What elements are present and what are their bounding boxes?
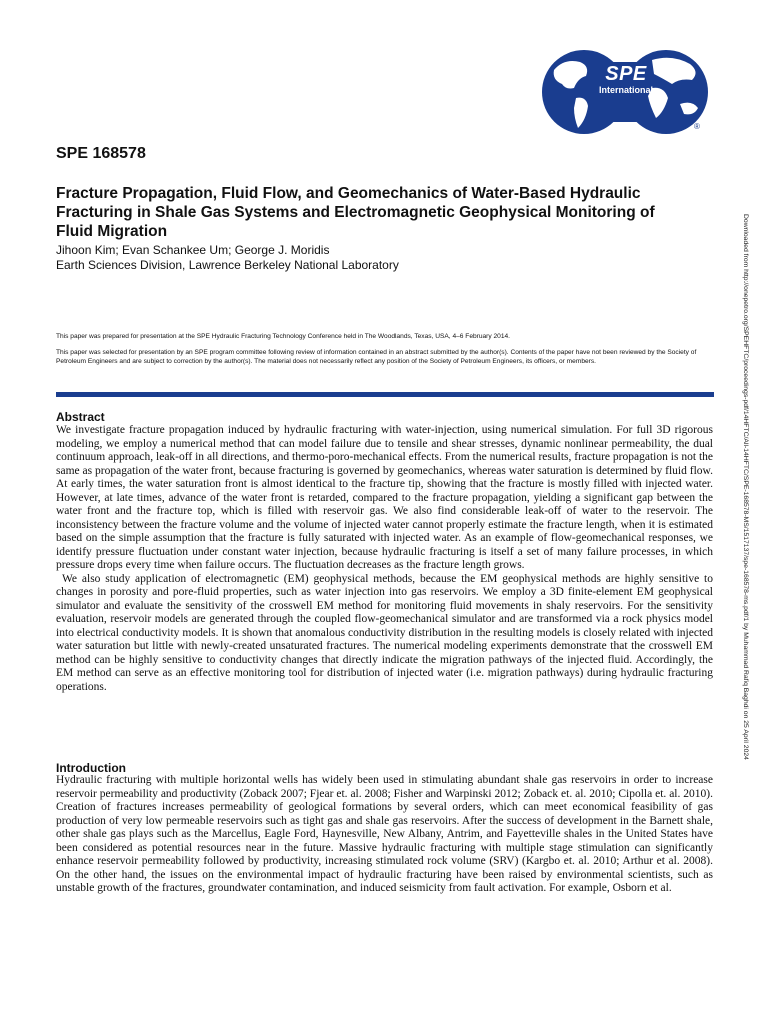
logo-main-text: SPE	[605, 63, 647, 85]
logo-text	[586, 64, 666, 95]
download-watermark: Downloaded from http://onepetro.org/SPEHFTC/proceedings-pdf/14HFTC/All-14HFTC/SPE-168578-MS/1517137/spe-168578-ms.pdf/1 by Muhammad Rafiq Baghdi on 25 April 2024	[742, 214, 749, 760]
author-list: Jihoon Kim; Evan Schankee Um; George J. Moridis	[56, 243, 330, 257]
introduction-body	[56, 774, 713, 896]
paper-number: SPE 168578	[56, 145, 146, 162]
abstract-paragraph: We investigate fracture propagation induced by hydraulic fracturing with water-injection, using numerical simulation. For full 3D rigorous modeling, we employ a numerical method that can model failure due to tensile and shear stresses, dynamic nonlinear permeability, the dual continuum approach, leak-off in all directions, and thermo-poro-mechanical effects. From the numerical results, fracture propagation is not the same as propagation of the water front, because fracturing is governed by geomechanics, whereas water saturation is determined by fluid flow. At early times, the water saturation front is almost identical to the fracture tip, showing that the fracture is mostly filled with injected water. However, at late times, advance of the water front is retarded, compared to the fracture propagation, yielding a significant gap between the water front and the fracture top, which is filled with reservoir gas. We also find considerable leak-off of water to the reservoir. The inconsistency between the fracture volume and the volume of injected water cannot properly estimate the fracture length, when it is estimated based on the simple assumption that the fracture is fully saturated with injected water. As an example of flow-geomechanical responses, we identify pressure fluctuation under constant water injection, because hydraulic fracturing is itself a set of many failure processes, in which pressure drops every time when failure occurs. The fluctuation decreases as the fracture length grows.	[56, 424, 713, 571]
section-divider	[56, 392, 714, 397]
abstract-heading: Abstract	[56, 410, 105, 424]
introduction-paragraph: Hydraulic fracturing with multiple horizontal wells has widely been used in stimulating abundant shale gas reservoirs in order to increase reservoir permeability and productivity (Zoback 2007; Fjear et. al. 2008; Fisher and Warpinski 2012; Zoback et. al. 2010; Cipolla et. al. 2010). Creation of fractures increases permeability of geological formations by several orders, which can meet economical feasibility of gas production of very low permeable reservoirs such as tight gas and shale gas reservoirs. After the success of development in the Barnett shale, other shale gas plays such as the Marcellus, Eagle Ford, Haynesville, New Albany, Antrim, and Fayetteville shales in the United States have been considered as potential resources near in the future. Massive hydraulic fracturing with multiple stage stimulation can significantly enhance reservoir permeability followed by productivity, increasing stimulated rock volume (SRV) (Kargbo et. al. 2010; Arthur et al. 2008). On the other hand, the issues on the environmental impact of hydraulic fracturing have been raised by environmental scientists, such as unstable growth of the fractures, groundwater contamination, and induced seismicity from fault activation. For example, Osborn et al.	[56, 774, 713, 894]
paper-title: Fracture Propagation, Fluid Flow, and Geomechanics of Water-Based Hydraulic Fracturing in Shale Gas Systems and Electromagnetic Geophysical Monitoring of Fluid Migration	[56, 185, 655, 240]
introduction-heading: Introduction	[56, 761, 126, 775]
abstract-paragraph: We also study application of electromagnetic (EM) geophysical methods, because the EM geophysical methods are highly sensitive to changes in porosity and pore-fluid properties, such as water injection into gas reservoirs. We employ a 3D finite-element EM geophysical simulator and evaluate the sensitivity of the crosswell EM method for monitoring fluid movements in shaly reservoirs. For the sensitivity evaluation, reservoir models are generated through the coupled flow-geomechanical simulator and are transformed via a rock physics model into electrical conductivity models. It is shown that anomalous conductivity distribution in the resulting models is closely related with injected water saturation but little with newly-created unsaturated fractures. The numerical modeling experiments demonstrate that the crosswell EM method can be highly sensitive to conductivity changes that directly indicate the migration pathways of the injected fluid. Accordingly, the EM method can serve as an effective monitoring tool for distribution of injected water (i.e. migration pathways) during hydraulic fracturing operations.	[56, 572, 713, 693]
registered-mark: ®	[694, 122, 700, 131]
conference-notice: This paper was prepared for presentation at the SPE Hydraulic Fracturing Technology Conference held in The Woodlands, Texas, USA, 4–6 February 2014.	[56, 333, 511, 340]
review-disclaimer: This paper was selected for presentation by an SPE program committee following review of information contained in an abstract submitted by the author(s). Contents of the paper have not been reviewed by the Society of Petroleum Engineers and are subject to correction by the author(s). The material does not necessarily reflect any position of the Society of Petroleum Engineers, its officers, or members.	[56, 349, 697, 365]
abstract-body	[56, 424, 713, 694]
logo-sub-text: International	[598, 85, 653, 95]
author-affiliation: Earth Sciences Division, Lawrence Berkeley National Laboratory	[56, 258, 399, 272]
